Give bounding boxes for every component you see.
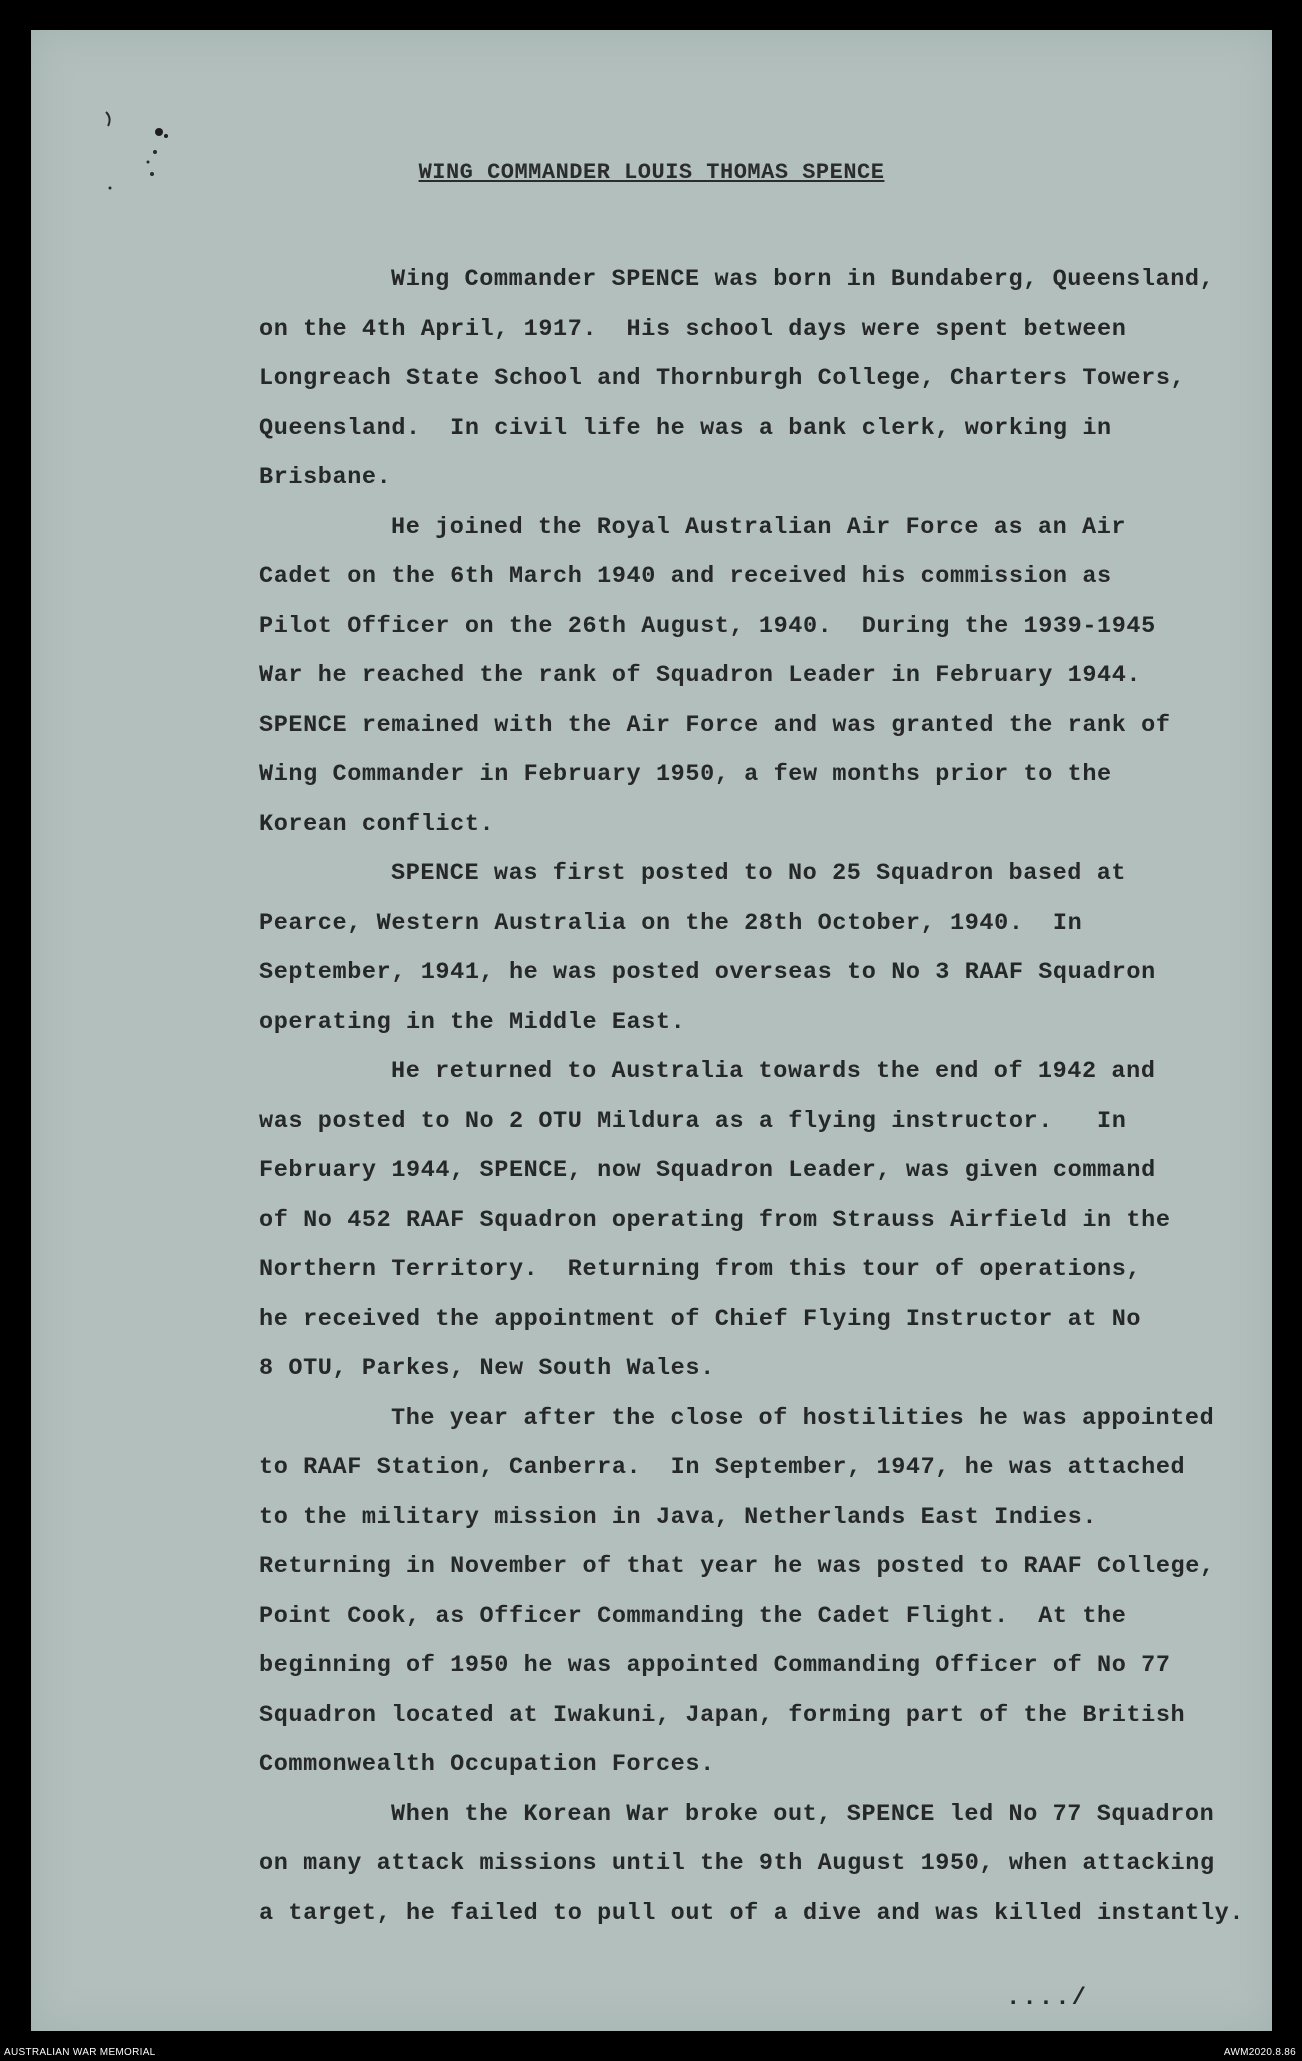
paragraph: [259, 255, 1269, 503]
text-line: to the military mission in Java, Netherlands East Indies.: [259, 1503, 1098, 1531]
text-line: he received the appointment of Chief Flying Instructor at No: [259, 1305, 1142, 1333]
text-line: He joined the Royal Australian Air Force as an Air: [391, 513, 1127, 541]
text-line: He returned to Australia towards the end of 1942 and: [391, 1058, 1156, 1085]
text-line: Korean conflict.: [259, 810, 495, 838]
text-line: Point Cook, as Officer Commanding the Cadet Flight. At the: [259, 1602, 1127, 1630]
text-line: 8 OTU, Parkes, New South Wales.: [259, 1355, 715, 1382]
text-line: operating in the Middle East.: [259, 1008, 686, 1036]
text-line: was posted to No 2 OTU Mildura as a flying instructor. In: [259, 1107, 1127, 1135]
text-line: War he reached the rank of Squadron Leader in February 1944.: [259, 662, 1142, 689]
text-line: Brisbane.: [259, 464, 392, 491]
text-line: September, 1941, he was posted overseas to No 3 RAAF Squadron: [259, 959, 1156, 986]
text-line: Wing Commander SPENCE was born in Bundaberg, Queensland,: [391, 266, 1215, 293]
paragraph: [259, 849, 1269, 1047]
continuation-mark: ..../: [1006, 1985, 1089, 2012]
footer-institution: AUSTRALIAN WAR MEMORIAL: [4, 2047, 156, 2058]
text-line: Wing Commander in February 1950, a few months prior to the: [259, 761, 1112, 788]
text-line: Longreach State School and Thornburgh College, Charters Towers,: [259, 365, 1186, 392]
text-line: SPENCE was first posted to No 25 Squadron based at: [391, 860, 1127, 887]
text-line: of No 452 RAAF Squadron operating from Strauss Airfield in the: [259, 1206, 1171, 1234]
text-line: When the Korean War broke out, SPENCE led No 77 Squadron: [391, 1800, 1215, 1828]
paragraph: [259, 503, 1269, 850]
paragraph: [259, 1790, 1269, 1939]
text-line: February 1944, SPENCE, now Squadron Leader, was given command: [259, 1157, 1156, 1184]
document-page: [31, 30, 1272, 2031]
text-line: Returning in November of that year he was posted to RAAF College,: [259, 1553, 1215, 1580]
text-line: SPENCE remained with the Air Force and was granted the rank of: [259, 711, 1171, 739]
text-line: Pilot Officer on the 26th August, 1940. During the 1939-1945: [259, 612, 1156, 640]
text-line: to RAAF Station, Canberra. In September, 1947, he was attached: [259, 1454, 1186, 1481]
document-title: WING COMMANDER LOUIS THOMAS SPENCE: [418, 160, 885, 185]
footer-reference: AWM2020.8.86: [1223, 2047, 1296, 2058]
text-line: The year after the close of hostilities he was appointed: [391, 1404, 1215, 1432]
text-line: beginning of 1950 he was appointed Commanding Officer of No 77: [259, 1652, 1171, 1679]
document-body: [259, 255, 1269, 1938]
text-line: a target, he failed to pull out of a dive and was killed instantly.: [259, 1899, 1245, 1927]
text-line: Queensland. In civil life he was a bank clerk, working in: [259, 414, 1112, 442]
text-line: Northern Territory. Returning from this tour of operations,: [259, 1256, 1142, 1283]
ink-specks: [76, 70, 196, 210]
text-line: on many attack missions until the 9th August 1950, when attacking: [259, 1850, 1215, 1877]
text-line: Squadron located at Iwakuni, Japan, forming part of the British: [259, 1701, 1186, 1729]
paragraph: [259, 1047, 1269, 1394]
text-line: on the 4th April, 1917. His school days were spent between: [259, 315, 1127, 343]
paragraph: [259, 1394, 1269, 1790]
text-line: Commonwealth Occupation Forces.: [259, 1751, 715, 1778]
text-line: Pearce, Western Australia on the 28th October, 1940. In: [259, 909, 1083, 937]
text-line: Cadet on the 6th March 1940 and received his commission as: [259, 563, 1112, 590]
